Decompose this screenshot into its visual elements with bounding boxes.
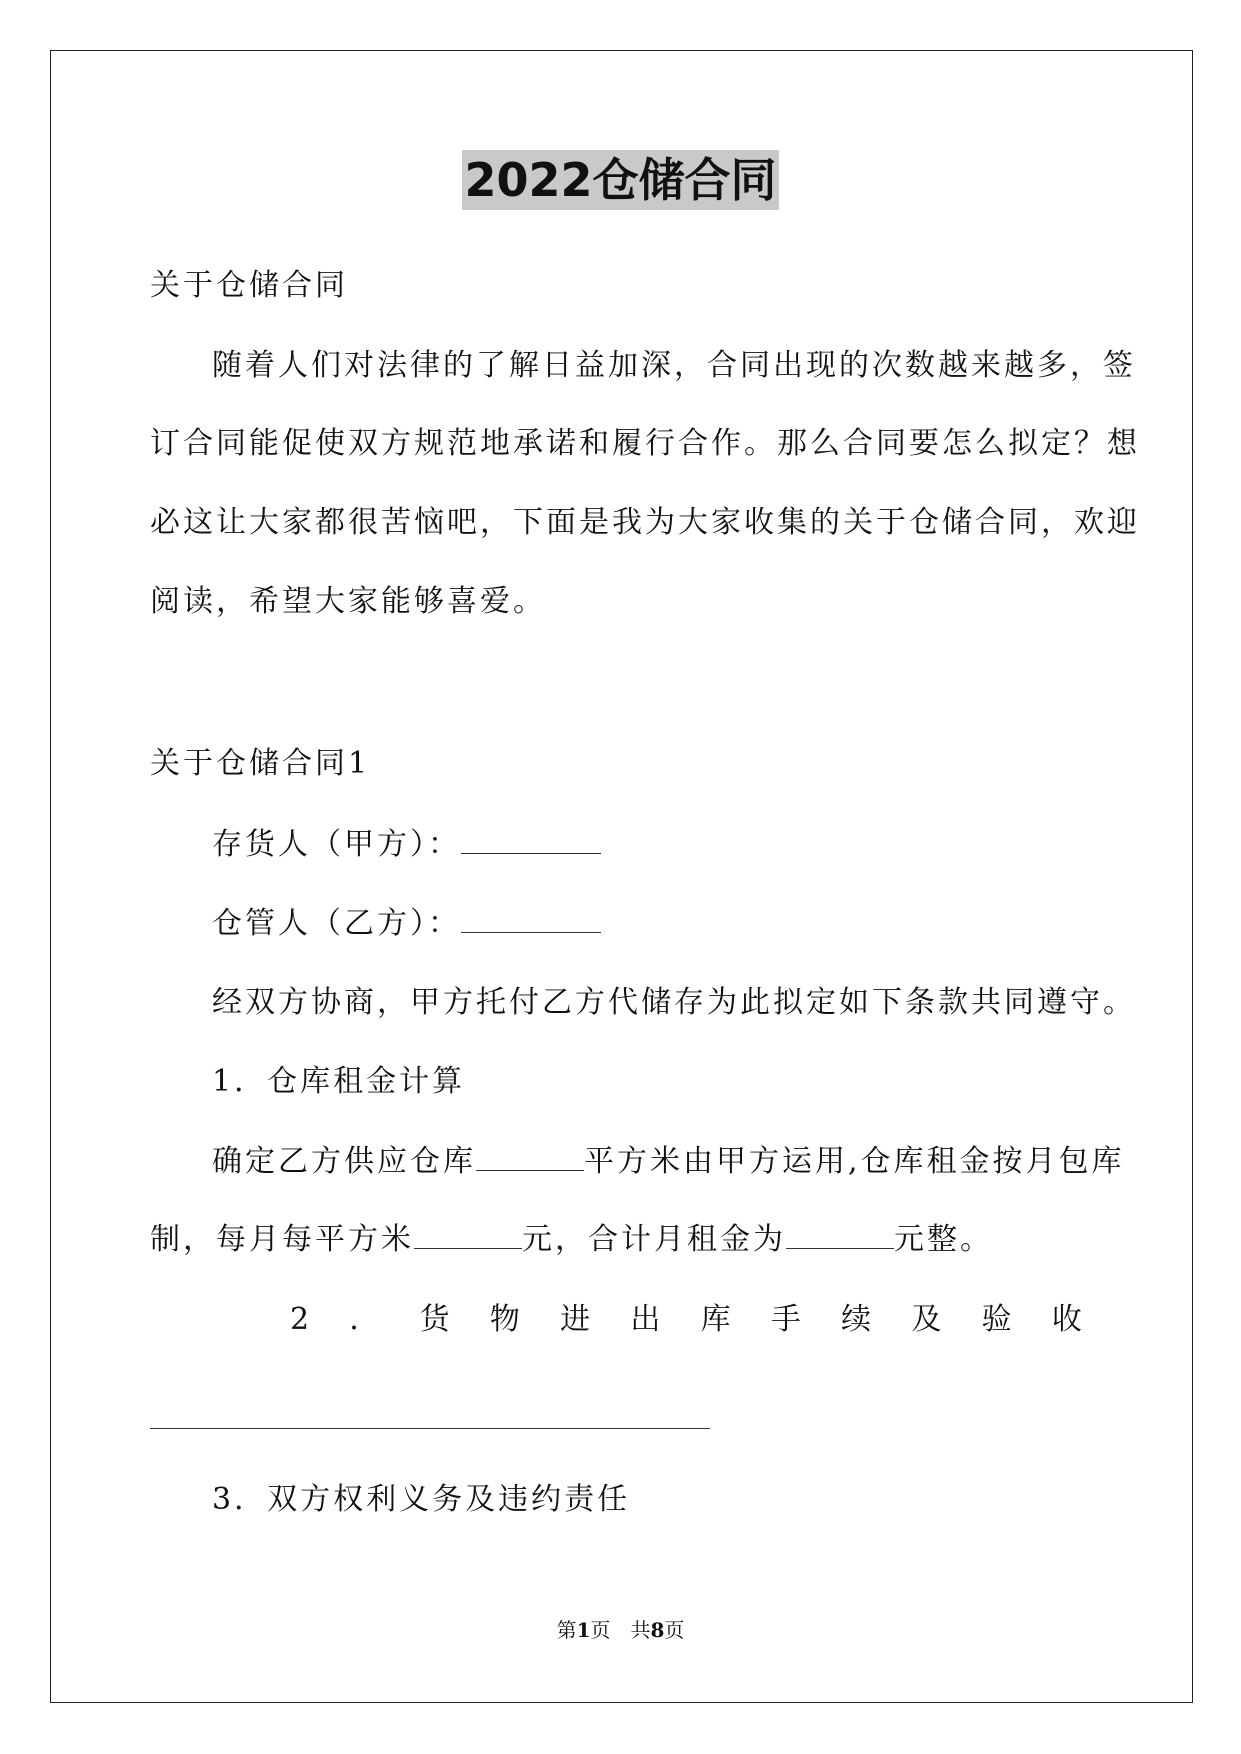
area-blank — [476, 1142, 584, 1171]
clause-1-title: 1．仓库租金计算 — [212, 1064, 466, 1099]
intro-line-3: 必这让大家都很苦恼吧，下面是我为大家收集的关于仓储合同，欢迎 — [150, 505, 1140, 540]
intro-line-1: 随着人们对法律的了解日益加深，合同出现的次数越来越多，签 — [212, 348, 1136, 383]
clause-2-char: 货 — [419, 1302, 453, 1337]
clause-2-char: 续 — [841, 1302, 875, 1337]
party-a-blank — [461, 825, 601, 854]
clause-2-char: ． — [349, 1302, 383, 1337]
party-b-line — [212, 904, 601, 944]
agreement-line: 经双方协商，甲方托付乙方代储存为此拟定如下条款共同遵守。 — [212, 985, 1136, 1020]
clause-1-line-1 — [212, 1142, 1125, 1182]
section-heading: 关于仓储合同1 — [150, 746, 371, 781]
footer-suffix: 页 — [664, 1618, 685, 1642]
footer-prefix: 第 — [556, 1618, 577, 1642]
document-title: 2022仓储合同 — [462, 150, 778, 210]
monthly-rent-blank — [786, 1220, 894, 1249]
footer-current-page: 1 — [576, 1618, 591, 1642]
clause-2-char: 出 — [630, 1302, 664, 1337]
clause-2-char: 收 — [1051, 1302, 1085, 1337]
party-a-label: 存货人（甲方）： — [212, 827, 461, 862]
clause-2-char: 手 — [770, 1302, 804, 1337]
page-footer — [0, 1617, 1241, 1643]
clause-1-text-e: 元整。 — [894, 1222, 993, 1257]
intro-line-4: 阅读，希望大家能够喜爱。 — [150, 584, 546, 619]
clause-2-char: 库 — [700, 1302, 734, 1337]
clause-1-text-c: 制，每月每平方米 — [150, 1222, 414, 1257]
clause-2-title — [290, 1300, 1085, 1340]
intro-heading: 关于仓储合同 — [150, 268, 348, 303]
clause-2-char: 及 — [911, 1302, 945, 1337]
clause-2-char: 2 — [290, 1302, 313, 1337]
clause-1-text-d: 元，合计月租金为 — [522, 1222, 786, 1257]
clause-2-char: 验 — [981, 1302, 1015, 1337]
footer-total-pages: 8 — [650, 1618, 665, 1642]
intro-line-2: 订合同能促使双方规范地承诺和履行合作。那么合同要怎么拟定？想 — [150, 426, 1140, 461]
party-b-label: 仓管人（乙方）： — [212, 906, 461, 941]
clause-3-title: 3．双方权利义务及违约责任 — [212, 1482, 631, 1517]
clause-2-char: 进 — [560, 1302, 594, 1337]
clause-2-char: 物 — [489, 1302, 523, 1337]
clause-1-text-b: 平方米由甲方运用,仓库租金按月包库 — [584, 1144, 1125, 1179]
title-container — [0, 150, 1241, 210]
clause-1-line-2 — [150, 1220, 993, 1260]
footer-mid: 页 共 — [590, 1618, 651, 1642]
party-b-blank — [461, 904, 601, 933]
party-a-line — [212, 825, 601, 865]
clause-2-underline — [150, 1428, 710, 1429]
clause-1-text-a: 确定乙方供应仓库 — [212, 1144, 476, 1179]
unit-price-blank — [414, 1220, 522, 1249]
